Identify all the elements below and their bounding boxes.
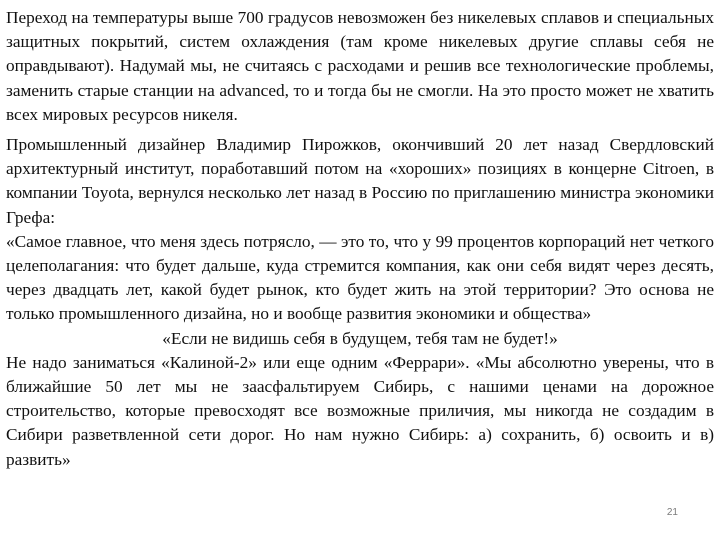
paragraph-designer-intro: Промышленный дизайнер Владимир Пирожков, окончивший 20 лет назад Свердловский архитектурный институт, поработавший потом на «хороших» позициях в концерне Citroen, в компании Toyota, вернулся несколько лет назад в Россию по приглашению министра экономики Грефа: — [6, 135, 714, 227]
centered-quote: «Если не видишь себя в будущем, тебя там не будет!» — [162, 328, 558, 348]
document-page — [6, 6, 714, 472]
paragraph-nickel-alloys: Переход на температуры выше 700 градусов невозможен без никелевых сплавов и специальных защитных покрытий, систем охлаждения (там кроме никелевых другие сплавы себя не оправдывают). Надумай мы, не считаясь с расходами и решив все технологические проблемы, заменить старые станции на advanced, то и тогда бы не смогли. На это просто может не хватить всех мировых ресурсов никеля. — [6, 8, 714, 124]
paragraph-designer-quote: «Самое главное, что меня здесь потрясло, — это то, что у 99 процентов корпораций нет четкого целеполагания: что будет дальше, куда стремится компания, как они себя видят через десять, через двадцать лет, какой будет рынок, кто будет жить на этой территории? Это основа не только промышленного дизайна, но и вообще развития экономики и общества» — [6, 231, 714, 324]
paragraph-siberia: Не надо заниматься «Калиной-2» или еще одним «Феррари». «Мы абсолютно уверены, что в ближайшие 50 лет мы не заасфальтируем Сибирь, с нашими ценами на дорожное строительство, которые превосходят все возможные приличия, мы никогда не создадим в Сибири разветвленной сети дорог. Но нам нужно Сибирь: а) сохранить, б) освоить и в) развить» — [6, 352, 714, 469]
page-number: 21 — [666, 507, 678, 518]
